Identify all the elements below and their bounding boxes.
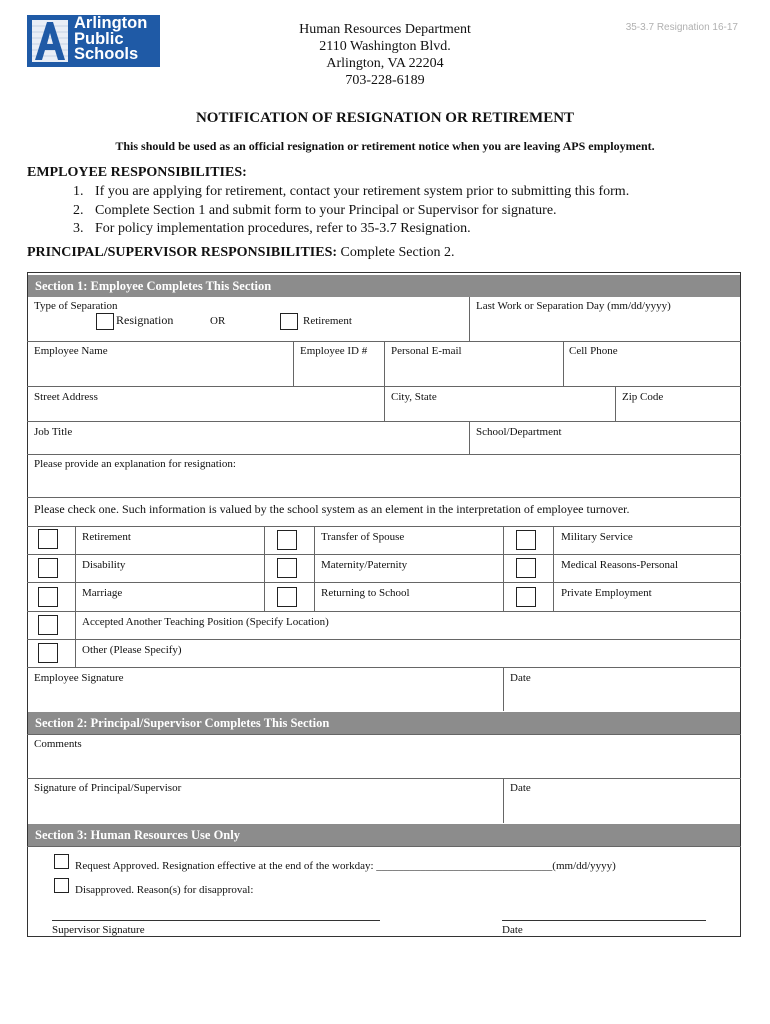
section-3-header: Section 3: Human Resources Use Only <box>28 824 740 846</box>
resp-item-3: For policy implementation procedures, refer to 35-3.7 Resignation. <box>95 221 471 236</box>
zip-code-field[interactable]: Zip Code <box>622 391 664 403</box>
request-approved-label: Request Approved. Resignation effective at the end of the workday: ________________________________(mm/dd/yyyy) <box>75 860 616 872</box>
supervisor-signature-label: Supervisor Signature <box>52 924 145 936</box>
resignation-checkbox[interactable] <box>96 313 114 330</box>
marriage-checkbox[interactable] <box>38 587 58 607</box>
street-address-field[interactable]: Street Address <box>34 391 98 403</box>
retirement-reason-checkbox[interactable] <box>38 529 58 549</box>
logo-a-mark-icon <box>32 20 68 62</box>
resp-item-1: If you are applying for retirement, contact your retirement system prior to submitting this form. <box>95 184 630 199</box>
reason-maternity-paternity: Maternity/Paternity <box>321 559 408 571</box>
reason-returning-to-school: Returning to School <box>321 587 410 599</box>
last-work-day-field[interactable]: Last Work or Separation Day (mm/dd/yyyy) <box>476 300 671 312</box>
job-title-field[interactable]: Job Title <box>34 426 73 438</box>
comments-field[interactable]: Comments <box>34 738 82 750</box>
resp-item-2: Complete Section 1 and submit form to your Principal or Supervisor for signature. <box>95 203 557 218</box>
resp-num-1: 1. <box>73 184 84 199</box>
military-service-checkbox[interactable] <box>516 530 536 550</box>
explanation-field[interactable]: Please provide an explanation for resignation: <box>34 458 236 470</box>
cell-phone-field[interactable]: Cell Phone <box>569 345 618 357</box>
principal-resp-heading: PRINCIPAL/SUPERVISOR RESPONSIBILITIES: <box>27 245 338 260</box>
private-employment-checkbox[interactable] <box>516 587 536 607</box>
logo-line-2: Public <box>74 29 124 48</box>
school-department-field[interactable]: School/Department <box>476 426 562 438</box>
section-1-header: Section 1: Employee Completes This Section <box>28 275 740 297</box>
teaching-position-checkbox[interactable] <box>38 615 58 635</box>
aps-logo <box>27 15 160 67</box>
hr-phone: 703-228-6189 <box>345 73 425 88</box>
resp-num-2: 2. <box>73 203 84 218</box>
hr-date-line[interactable] <box>502 920 706 921</box>
city-state-field[interactable]: City, State <box>391 391 437 403</box>
employee-signature-field[interactable]: Employee Signature <box>34 672 124 684</box>
maternity-paternity-checkbox[interactable] <box>277 558 297 578</box>
disapproved-checkbox[interactable] <box>54 878 69 893</box>
section-2-header: Section 2: Principal/Supervisor Completes This Section <box>28 712 740 734</box>
employee-id-field[interactable]: Employee ID # <box>300 345 368 357</box>
form-code: 35-3.7 Resignation 16-17 <box>625 22 738 33</box>
employee-signature-date-field[interactable]: Date <box>510 672 531 684</box>
medical-reasons-checkbox[interactable] <box>516 558 536 578</box>
transfer-of-spouse-checkbox[interactable] <box>277 530 297 550</box>
disability-checkbox[interactable] <box>38 558 58 578</box>
hr-dept-name: Human Resources Department <box>299 22 471 37</box>
disapproved-label: Disapproved. Reason(s) for disapproval: <box>75 884 254 896</box>
personal-email-field[interactable]: Personal E-mail <box>391 345 462 357</box>
logo-line-1: Arlington <box>74 14 148 32</box>
request-approved-checkbox[interactable] <box>54 854 69 869</box>
page-title: NOTIFICATION OF RESIGNATION OR RETIREMENT <box>195 110 575 126</box>
returning-to-school-checkbox[interactable] <box>277 587 297 607</box>
other-reason-checkbox[interactable] <box>38 643 58 663</box>
resp-num-3: 3. <box>73 221 84 236</box>
hr-street: 2110 Washington Blvd. <box>319 39 451 54</box>
type-of-separation-label: Type of Separation <box>34 300 118 312</box>
reason-other: Other (Please Specify) <box>82 644 182 656</box>
employee-name-field[interactable]: Employee Name <box>34 345 108 357</box>
principal-signature-date-field[interactable]: Date <box>510 782 531 794</box>
principal-resp-text: Complete Section 2. <box>340 245 455 260</box>
principal-resp <box>27 245 454 261</box>
reason-marriage: Marriage <box>82 587 123 599</box>
retirement-label: Retirement <box>303 315 352 327</box>
logo-line-3: Schools <box>74 45 139 63</box>
page-subtitle: This should be used as an official resignation or retirement notice when you are leaving APS employment. <box>115 139 655 153</box>
reason-teaching-position: Accepted Another Teaching Position (Specify Location) <box>82 616 329 628</box>
reason-military-service: Military Service <box>561 531 633 543</box>
retirement-checkbox[interactable] <box>280 313 298 330</box>
supervisor-signature-line[interactable] <box>52 920 380 921</box>
resignation-label: Resignation <box>116 313 174 327</box>
logo-text <box>74 16 147 63</box>
reason-private-employment: Private Employment <box>561 587 652 599</box>
or-label: OR <box>210 315 226 327</box>
hr-date-label: Date <box>502 924 523 936</box>
reason-medical-personal: Medical Reasons-Personal <box>561 559 678 571</box>
reason-retirement: Retirement <box>82 531 131 543</box>
employee-resp-heading: EMPLOYEE RESPONSIBILITIES: <box>27 165 247 180</box>
reason-transfer-of-spouse: Transfer of Spouse <box>321 531 405 543</box>
hr-city: Arlington, VA 22204 <box>326 56 444 71</box>
principal-signature-field[interactable]: Signature of Principal/Supervisor <box>34 782 182 794</box>
reason-disability: Disability <box>82 559 126 571</box>
check-one-instruction: Please check one. Such information is valued by the school system as an element in the interpretation of employee turnover. <box>34 502 630 516</box>
